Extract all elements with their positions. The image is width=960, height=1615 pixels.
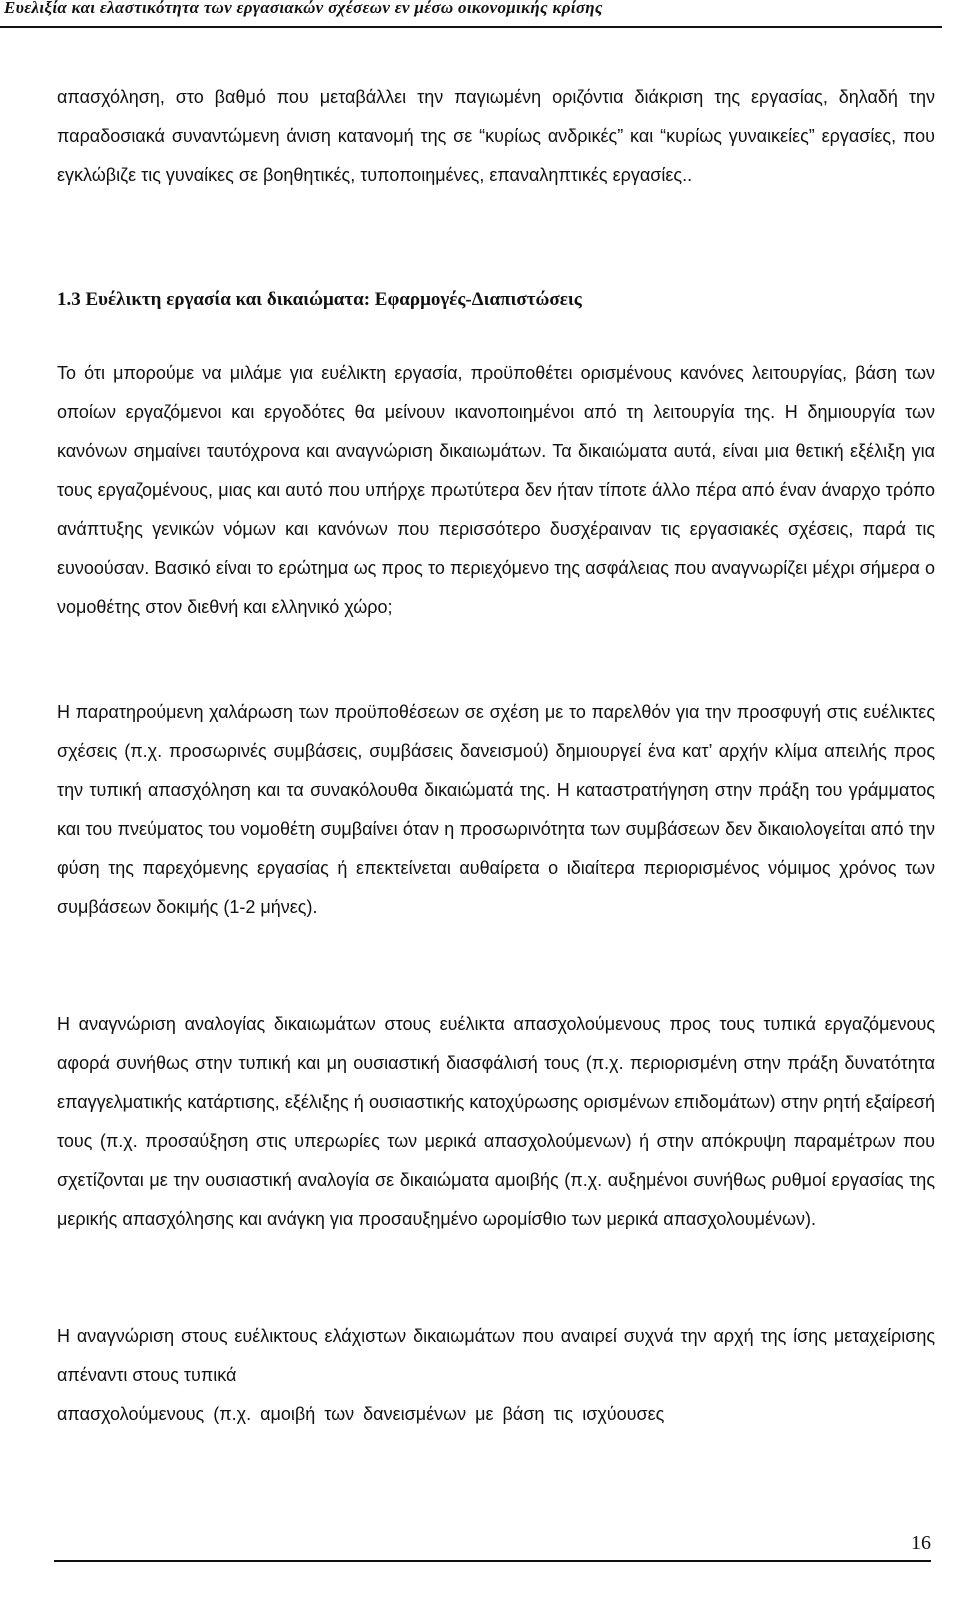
- paragraph-minimum-rights: Η αναγνώριση στους ευέλικτους ελάχιστων δικαιωμάτων που αναιρεί συχνά την αρχή της ίσης μεταχείρισης απέναντι στους τυπικά: [57, 1326, 935, 1385]
- paragraph-proportional-rights: Η αναγνώριση αναλογίας δικαιωμάτων στους ευέλικτα απασχολούμενους προς τους τυπικά εργαζόμενους αφορά συνήθως στην τυπική και μη ουσιαστική διασφάλισή τους (π.χ. περιορισμένη στην πράξη δυνατότητα επαγγελματικής κατάρτισης, εξέλιξης ή ουσιαστικής κατοχύρωσης ορισμένων επιδομάτων) στην ρητή εξαίρεσή τους (π.χ. προσαύξηση στις υπερωρίες των μερικά απασχολούμενων) ή στην απόκρυψη παραμέτρων που σχετίζονται με την ουσιαστική αναλογία σε δικαιώματα αμοιβής (π.χ. αυξημένοι συνήθως ρυθμοί εργασίας της μερικής απασχόλησης και ανάγκη για προσαυξημένο ωρομίσθιο των μερικά απασχολουμένων).: [57, 1014, 935, 1229]
- page-header: [0, 0, 942, 28]
- paragraph-continuation: απασχόληση, στο βαθμό που μεταβάλλει την παγιωμένη οριζόντια διάκριση της εργασίας, δηλαδή την παραδοσιακά συναντώμενη άνιση κατανομή της σε “κυρίως ανδρικές” και “κυρίως γυναικείες” εργασίες, που εγκλώβιζε τις γυναίκες σε βοηθητικές, τυποποιημένες, επαναληπτικές εργασίες..: [57, 87, 935, 185]
- page-number: 16: [911, 1532, 931, 1554]
- running-header-title: Ευελιξία και ελαστικότητα των εργασιακών σχέσεων εν μέσω οικονομικής κρίσης: [4, 0, 603, 17]
- section-heading: 1.3 Ευέλικτη εργασία και δικαιώματα: Εφαρμογές-Διαπιστώσεις: [57, 289, 582, 310]
- paragraph-relaxation-conditions: Η παρατηρούμενη χαλάρωση των προϋποθέσεων σε σχέση με το παρελθόν για την προσφυγή στις ευέλικτες σχέσεις (π.χ. προσωρινές συμβάσεις, συμβάσεις δανεισμού) δημιουργεί ένα κατ’ αρχήν κλίμα απειλής προς την τυπική απασχόληση και τα συνακόλουθα δικαιώματά της. Η καταστρατήγηση στην πράξη του γράμματος και του πνεύματος του νομοθέτη συμβαίνει όταν η προσωρινότητα των συμβάσεων δεν δικαιολογείται από την φύση της παρεχόμενης εργασίας ή επεκτείνεται αυθαίρετα ο ιδιαίτερα περιορισμένος νόμιμος χρόνος των συμβάσεων δοκιμής (1-2 μήνες).: [57, 702, 935, 917]
- paragraph-minimum-rights-last-line: απασχολούμενους (π.χ. αμοιβή των δανεισμένων με βάση τις ισχύουσες: [57, 1404, 665, 1424]
- paragraph-flexible-work-rights: Το ότι μπορούμε να μιλάμε για ευέλικτη εργασία, προϋποθέτει ορισμένους κανόνες λειτουργίας, βάση των οποίων εργαζόμενοι και εργοδότες θα μείνουν ικανοποιημένοι από τη λειτουργία της. Η δημιουργία των κανόνων σημαίνει ταυτόχρονα και αναγνώριση δικαιωμάτων. Τα δικαιώματα αυτά, είναι μια θετική εξέλιξη για τους εργαζομένους, μιας και αυτό που υπήρχε πρωτύτερα δεν ήταν τίποτε άλλο πέρα από έναν άναρχο τρόπο ανάπτυξης γενικών νόμων και κανόνων που περισσότερο δυσχέραιναν τις εργασιακές σχέσεις, παρά τις ευνοούσαν. Βασικό είναι το ερώτημα ως προς το περιεχόμενο της ασφάλειας που αναγνωρίζει μέχρι σήμερα ο νομοθέτης στον διεθνή και ελληνικό χώρο;: [57, 363, 935, 617]
- footer-rule: [54, 1560, 931, 1562]
